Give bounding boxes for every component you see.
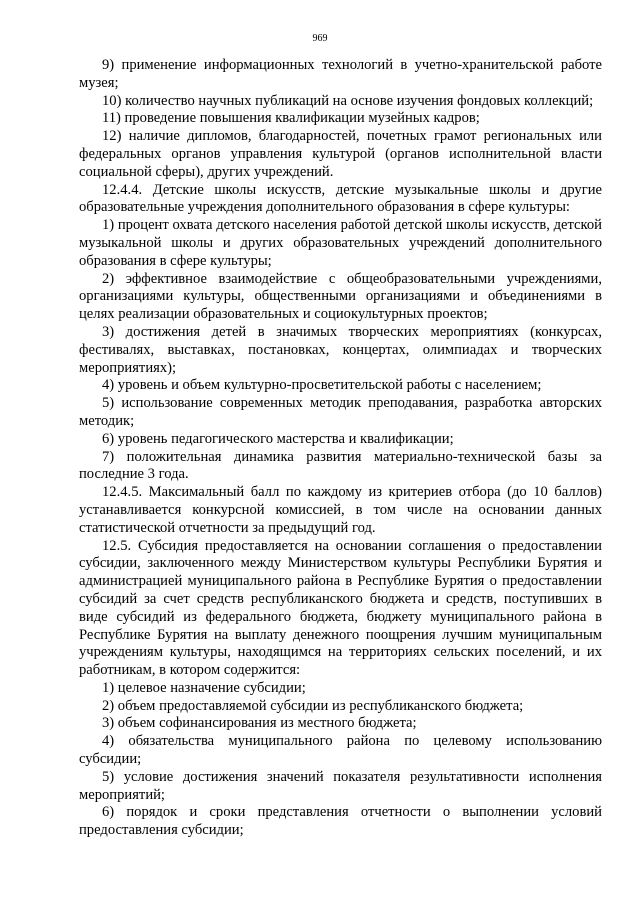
paragraph-criterion-4-outreach: 4) уровень и объем культурно-просветительской работы с населением;: [102, 377, 542, 394]
paragraph-section-12-4-5: 12.4.5. Максимальный балл по каждому из критериев отбора (до 10 баллов) устанавливается конкурсной комиссией, в том числе на основании данных статистической отчетности за предыдущий год.: [79, 484, 602, 536]
document-body: [79, 57, 602, 840]
paragraph-agreement-item-5: 5) условие достижения значений показателя результативности исполнения мероприятий;: [79, 768, 602, 803]
paragraph-section-12-4-4: 12.4.4. Детские школы искусств, детские музыкальные школы и другие образовательные учреждения дополнительного образования в сфере культуры:: [79, 181, 602, 216]
paragraph-criterion-3-achievements: 3) достижения детей в значимых творческих мероприятиях (конкурсах, фестивалях, выставках, постановках, концертах, олимпиадах и творческих мероприятиях);: [79, 323, 602, 376]
paragraph-item-12-diplomas: 12) наличие дипломов, благодарностей, почетных грамот региональных или федеральных органов управления культурой (органов исполнительной власти социальной сферы), других учреждений.: [79, 128, 602, 180]
paragraph-criterion-1-coverage: 1) процент охвата детского населения работой детской школы искусств, детской музыкальной школы и других образовательных учреждений дополнительного образования в сфере культуры;: [79, 217, 602, 269]
paragraph-section-12-5: 12.5. Субсидия предоставляется на основании соглашения о предоставлении субсидии, заключенного между Министерством культуры Республики Бурятия и администрацией муниципального района в Республике Бурятия о предоставлении субсидий за счет средств республиканского бюджета и средств, поступивших в виде субсидий из федерального бюджета, бюджету муниципального района в Республике Бурятия на выплату денежного поощрения лучшим муниципальным учреждениям культуры, находящимся на территориях сельских поселений, и их работникам, в котором содержится:: [79, 537, 602, 679]
paragraph-agreement-item-4: 4) обязательства муниципального района по целевому использованию субсидии;: [79, 733, 602, 768]
paragraph-item-10-publications: 10) количество научных публикаций на основе изучения фондовых коллекций;: [102, 92, 594, 109]
paragraph-criterion-6-mastery: 6) уровень педагогического мастерства и квалификации;: [102, 430, 454, 447]
paragraph-item-11-qualification: 11) проведение повышения квалификации музейных кадров;: [102, 110, 480, 127]
paragraph-item-9-museum-it: 9) применение информационных технологий в учетно-хранительской работе музея;: [79, 57, 602, 91]
paragraph-agreement-item-1: 1) целевое назначение субсидии;: [102, 679, 306, 696]
paragraph-criterion-5-methods: 5) использование современных методик преподавания, разработка авторских методик;: [79, 395, 602, 429]
paragraph-agreement-item-2: 2) объем предоставляемой субсидии из республиканского бюджета;: [102, 697, 524, 714]
paragraph-criterion-2-cooperation: 2) эффективное взаимодействие с общеобразовательными учреждениями, организациями культуры, общественными организациями и объединениями в целях реализации образовательных и социокультурных проектов;: [79, 270, 602, 323]
paragraph-agreement-item-6: 6) порядок и сроки представления отчетности о выполнении условий предоставления субсидии;: [79, 804, 602, 839]
paragraph-agreement-item-3: 3) объем софинансирования из местного бюджета;: [102, 715, 417, 732]
paragraph-criterion-7-facilities: 7) положительная динамика развития материально-технической базы за последние 3 года.: [79, 448, 602, 483]
page-number: 969: [312, 33, 328, 44]
